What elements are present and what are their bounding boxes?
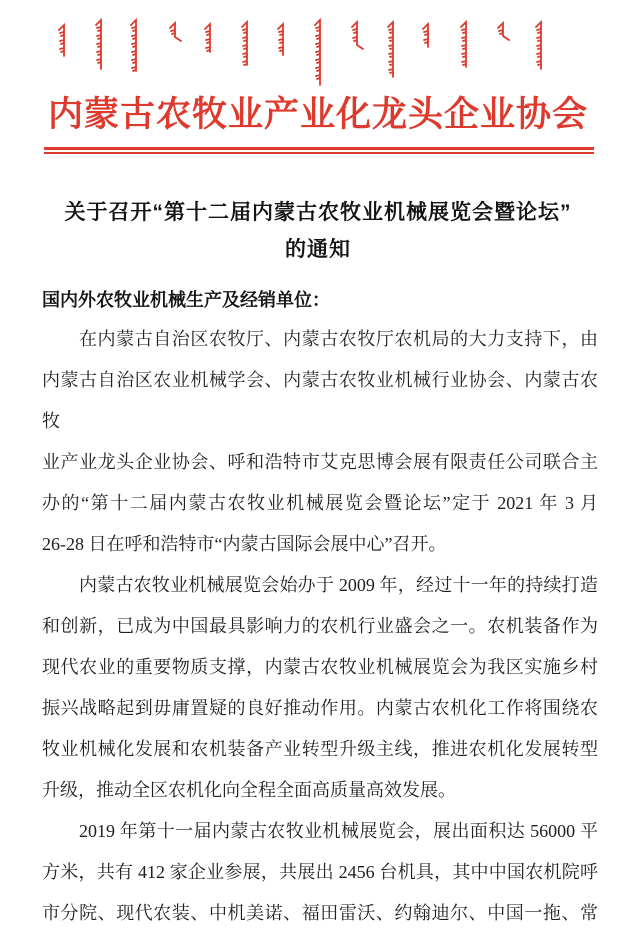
body-line: 内蒙古农牧业机械展览会始办于 2009 年，经过十一年的持续打造	[79, 575, 598, 595]
body-line: 现代农业的重要物质支撑，内蒙古农牧业机械展览会为我区实施乡村	[42, 657, 598, 677]
body-line: 2019 年第十一届内蒙古农牧业机械展览会，展出面积达 56000 平	[79, 821, 598, 841]
header-divider-thin-line	[44, 152, 594, 154]
mongolian-script-header	[0, 10, 636, 90]
header-divider	[44, 147, 594, 154]
body-line: 办的“第十二届内蒙古农牧业机械展览会暨论坛”定于 2021 年 3 月	[42, 493, 598, 513]
body-line: 方米，共有 412 家企业参展，共展出 2456 台机具，其中中国农机院呼	[42, 862, 598, 882]
body-line: 在内蒙古自治区农牧厅、内蒙古农牧厅农机局的大力支持下，由	[79, 329, 598, 349]
document-body	[42, 319, 598, 934]
paragraph-1	[42, 319, 598, 565]
body-line: 和创新，已成为中国最具影响力的农机行业盛会之一。农机装备作为	[42, 616, 598, 636]
body-line: 市分院、现代农装、中机美诺、福田雷沃、约翰迪尔、中国一拖、常	[42, 903, 598, 923]
salutation: 国内外农牧业机械生产及经销单位：	[42, 290, 330, 310]
paragraph-3	[42, 811, 598, 934]
notice-title-line1: 关于召开“第十二届内蒙古农牧业机械展览会暨论坛”	[64, 201, 572, 224]
body-line: 振兴战略起到毋庸置疑的良好推动作用。内蒙古农机化工作将围绕农	[42, 698, 598, 718]
body-line: 升级，推动全区农机化向全程全面高质量高效发展。	[42, 780, 456, 800]
body-line: 牧业机械化发展和农机装备产业转型升级主线，推进农机化发展转型	[42, 739, 598, 759]
paragraph-2	[42, 565, 598, 811]
body-line: 26-28 日在呼和浩特市“内蒙古国际会展中心”召开。	[42, 534, 447, 554]
body-line: 业产业龙头企业协会、呼和浩特市艾克思博会展有限责任公司联合主	[42, 452, 598, 472]
org-name-title: 内蒙古农牧业产业化龙头企业协会	[47, 95, 588, 134]
document-page	[0, 10, 636, 923]
notice-title	[20, 194, 616, 268]
notice-title-line2: 的通知	[285, 238, 351, 261]
body-line: 内蒙古自治区农业机械学会、内蒙古农牧业机械行业协会、内蒙古农牧	[42, 370, 598, 431]
header-divider-thick-line	[44, 147, 594, 150]
